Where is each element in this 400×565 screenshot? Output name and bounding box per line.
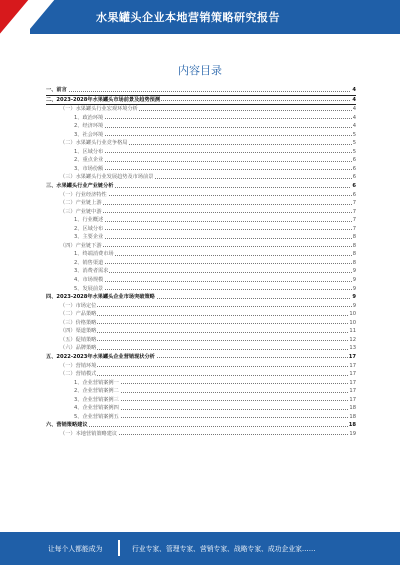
toc-entry-page: 10 — [349, 311, 356, 318]
toc-entry-page: 9 — [352, 285, 356, 292]
toc-leader-dots — [60, 204, 352, 205]
toc-entry-page: 10 — [349, 319, 356, 326]
toc-entry-title: （一）水果罐头行业宏观环境分析 — [60, 106, 138, 113]
toc-leader-dots — [60, 366, 352, 367]
toc-entry[interactable] — [46, 396, 356, 405]
toc-entry[interactable] — [46, 293, 356, 302]
toc-leader-dots — [74, 169, 352, 170]
toc-entry-title: （三）水果罐头行业发展趋势及市场前景 — [60, 174, 154, 181]
toc-entry-page: 6 — [352, 174, 356, 181]
toc-entry[interactable] — [46, 404, 356, 413]
toc-entry-page: 4 — [352, 87, 356, 93]
toc-entry-title: （五）促销策略 — [60, 336, 97, 343]
footer-slogan-right: 行业专家、管理专家、营销专家、战略专家、成功企业家…… — [132, 545, 316, 553]
toc-entry-page: 6 — [352, 157, 356, 164]
toc-entry-title: 1、终端消费市场 — [74, 251, 114, 258]
toc-entry-page: 9 — [352, 268, 356, 275]
toc-entry-page: 17 — [349, 379, 356, 386]
toc-entry-page: 9 — [352, 302, 356, 309]
toc-entry-title: 一、前言 — [46, 87, 67, 93]
toc-leader-dots — [74, 135, 352, 136]
toc-entry-title: 2、区域分布 — [74, 225, 104, 232]
toc-leader-dots — [60, 349, 352, 350]
toc-entry-page: 6 — [352, 165, 356, 172]
toc-entry[interactable] — [46, 285, 356, 294]
toc-entry-page: 19 — [349, 430, 356, 437]
toc-entry-page: 4 — [352, 114, 356, 121]
toc-entry[interactable] — [46, 267, 356, 276]
toc-entry-page: 4 — [352, 123, 356, 130]
toc-entry[interactable] — [46, 165, 356, 174]
toc-entry-title: 2、销售渠道 — [74, 259, 104, 266]
toc-entry-page: 5 — [352, 148, 356, 155]
toc-entry-page: 5 — [352, 131, 356, 138]
toc-leader-dots — [60, 323, 352, 324]
toc-leader-dots — [60, 315, 352, 316]
toc-leader-dots — [60, 212, 352, 213]
toc-entry[interactable] — [46, 336, 356, 345]
toc-entry-page: 17 — [348, 353, 356, 360]
toc-entry-page: 4 — [352, 106, 356, 113]
toc-entry[interactable] — [46, 276, 356, 285]
toc-entry[interactable] — [46, 302, 356, 311]
toc-entry-title: 1、政治环境 — [74, 114, 104, 121]
toc-entry-title: 5、发展前景 — [74, 285, 104, 292]
toc-entry-title: 3、企业营销案例三 — [74, 396, 119, 403]
toc-entry-title: （二）水果罐头行业竞争格局 — [60, 140, 128, 147]
toc-entry-page: 6 — [352, 191, 356, 198]
toc-entry-page: 8 — [352, 259, 356, 266]
toc-entry-page: 8 — [352, 234, 356, 241]
toc-entry[interactable] — [46, 131, 356, 140]
toc-entry[interactable] — [46, 353, 356, 362]
toc-leader-dots — [60, 332, 352, 333]
toc-entry[interactable] — [46, 148, 356, 157]
toc-entry-page: 17 — [349, 362, 356, 369]
toc-entry[interactable] — [46, 216, 356, 225]
toc-entry[interactable] — [46, 86, 356, 96]
toc-entry-page: 9 — [352, 277, 356, 284]
toc-entry-title: 2、重点企业 — [74, 157, 104, 164]
page-footer — [0, 532, 400, 565]
toc-entry[interactable] — [46, 191, 356, 200]
toc-leader-dots — [60, 375, 352, 376]
toc-entry-title: 3、主要企业 — [74, 234, 104, 241]
toc-entry-page: 12 — [349, 336, 356, 343]
toc-entry-page: 17 — [349, 396, 356, 403]
toc-entry-title: （一）本地营销策略建议 — [60, 430, 118, 437]
toc-entry-title: 2、经济环境 — [74, 123, 104, 130]
toc-entry[interactable] — [46, 250, 356, 259]
toc-leader-dots — [74, 255, 352, 256]
toc-entry-page: 7 — [352, 200, 356, 207]
toc-entry[interactable] — [46, 105, 356, 114]
toc-entry-page: 18 — [349, 405, 356, 412]
toc-entry-page: 17 — [349, 388, 356, 395]
toc-leader-dots — [74, 238, 352, 239]
toc-leader-dots — [74, 263, 352, 264]
toc-entry[interactable] — [46, 114, 356, 123]
toc-leader-dots — [74, 221, 352, 222]
toc-entry-title: （一）行业经济特性 — [60, 191, 107, 198]
toc-leader-dots — [74, 229, 352, 230]
toc-entry[interactable] — [46, 242, 356, 251]
toc-entry-title: （二）产品策略 — [60, 311, 97, 318]
table-of-contents — [46, 86, 356, 438]
toc-entry-title: （六）品牌策略 — [60, 345, 97, 352]
toc-entry[interactable] — [46, 96, 356, 106]
toc-entry-title: 1、行业概述 — [74, 217, 104, 224]
toc-entry-title: （四）渠道策略 — [60, 328, 97, 335]
toc-leader-dots — [74, 281, 352, 282]
toc-entry-title: 3、市场份额 — [74, 165, 104, 172]
toc-entry-page: 8 — [352, 242, 356, 249]
toc-entry[interactable] — [46, 225, 356, 234]
toc-entry-title: 四、2023-2028年水果罐头企业市场突破策略 — [46, 294, 155, 301]
toc-entry-title: 1、企业营销案例一 — [74, 379, 119, 386]
toc-entry[interactable] — [46, 362, 356, 371]
toc-entry[interactable] — [46, 156, 356, 165]
footer-slogan-left: 让每个人都能成为 — [48, 545, 103, 553]
toc-entry-page: 5 — [352, 140, 356, 147]
toc-entry-title: 2、企业营销案例二 — [74, 388, 119, 395]
toc-entry-page: 18 — [348, 422, 356, 429]
footer-divider — [118, 540, 120, 556]
toc-entry-page: 11 — [349, 328, 356, 335]
toc-entry[interactable] — [46, 319, 356, 328]
toc-entry[interactable] — [46, 379, 356, 388]
toc-entry-title: （二）营销模式 — [60, 371, 97, 378]
toc-entry[interactable] — [46, 430, 356, 439]
toc-entry[interactable] — [46, 413, 356, 422]
toc-entry-title: （一）市场定位 — [60, 302, 97, 309]
toc-entry[interactable] — [46, 259, 356, 268]
report-title: 水果罐头企业本地营销策略研究报告 — [96, 11, 280, 24]
toc-entry[interactable] — [46, 139, 356, 148]
page-header — [0, 0, 400, 36]
toc-entry-title: 三、水果罐头行业产业链分析 — [46, 183, 114, 190]
toc-entry-title: 5、企业营销案例五 — [74, 413, 119, 420]
toc-entry-title: 五、2022-2023年水果罐头企业营销现状分析 — [46, 353, 155, 360]
toc-entry[interactable] — [46, 327, 356, 336]
toc-entry-title: 3、消费者需求 — [74, 268, 109, 275]
toc-entry-page: 9 — [352, 294, 356, 301]
toc-entry[interactable] — [46, 421, 356, 430]
toc-entry-title: 3、社会环境 — [74, 131, 104, 138]
toc-leader-dots — [46, 91, 352, 92]
toc-leader-dots — [74, 289, 352, 290]
toc-entry-page: 13 — [349, 345, 356, 352]
toc-entry-title: 4、企业营销案例四 — [74, 405, 119, 412]
toc-leader-dots — [60, 246, 352, 247]
toc-entry[interactable] — [46, 182, 356, 191]
toc-leader-dots — [74, 272, 352, 273]
toc-leader-dots — [60, 306, 352, 307]
toc-leader-dots — [74, 127, 352, 128]
toc-entry[interactable] — [46, 122, 356, 131]
toc-entry-title: （四）产业链下游 — [60, 242, 102, 249]
toc-leader-dots — [46, 426, 352, 427]
toc-entry-title: 4、市场规模 — [74, 277, 104, 284]
toc-entry-title: 二、2023-2028年水果罐头市场前景及趋势预测 — [46, 96, 161, 103]
toc-entry-page: 18 — [349, 413, 356, 420]
toc-entry-title: （三）产业链中游 — [60, 208, 102, 215]
toc-entry-page: 7 — [352, 225, 356, 232]
toc-entry-title: （一）营销环境 — [60, 362, 97, 369]
toc-entry-page: 4 — [352, 96, 356, 103]
toc-entry[interactable] — [46, 199, 356, 208]
toc-entry[interactable] — [46, 310, 356, 319]
toc-entry-page: 17 — [349, 371, 356, 378]
toc-entry-page: 7 — [352, 217, 356, 224]
toc-entry[interactable] — [46, 233, 356, 242]
toc-leader-dots — [74, 152, 352, 153]
toc-entry[interactable] — [46, 387, 356, 396]
toc-leader-dots — [74, 161, 352, 162]
toc-entry-title: 六、营销策略建议 — [46, 422, 88, 429]
toc-entry[interactable] — [46, 370, 356, 379]
toc-entry[interactable] — [46, 208, 356, 217]
toc-entry-title: （三）价格策略 — [60, 319, 97, 326]
toc-entry-page: 8 — [352, 251, 356, 258]
toc-entry-title: 1、区域分布 — [74, 148, 104, 155]
toc-entry-title: （二）产业链上游 — [60, 200, 102, 207]
toc-leader-dots — [60, 340, 352, 341]
toc-entry[interactable] — [46, 344, 356, 353]
toc-entry[interactable] — [46, 173, 356, 182]
toc-entry-page: 6 — [352, 183, 356, 190]
toc-entry-page: 7 — [352, 208, 356, 215]
toc-heading: 内容目录 — [178, 64, 222, 77]
toc-leader-dots — [74, 118, 352, 119]
